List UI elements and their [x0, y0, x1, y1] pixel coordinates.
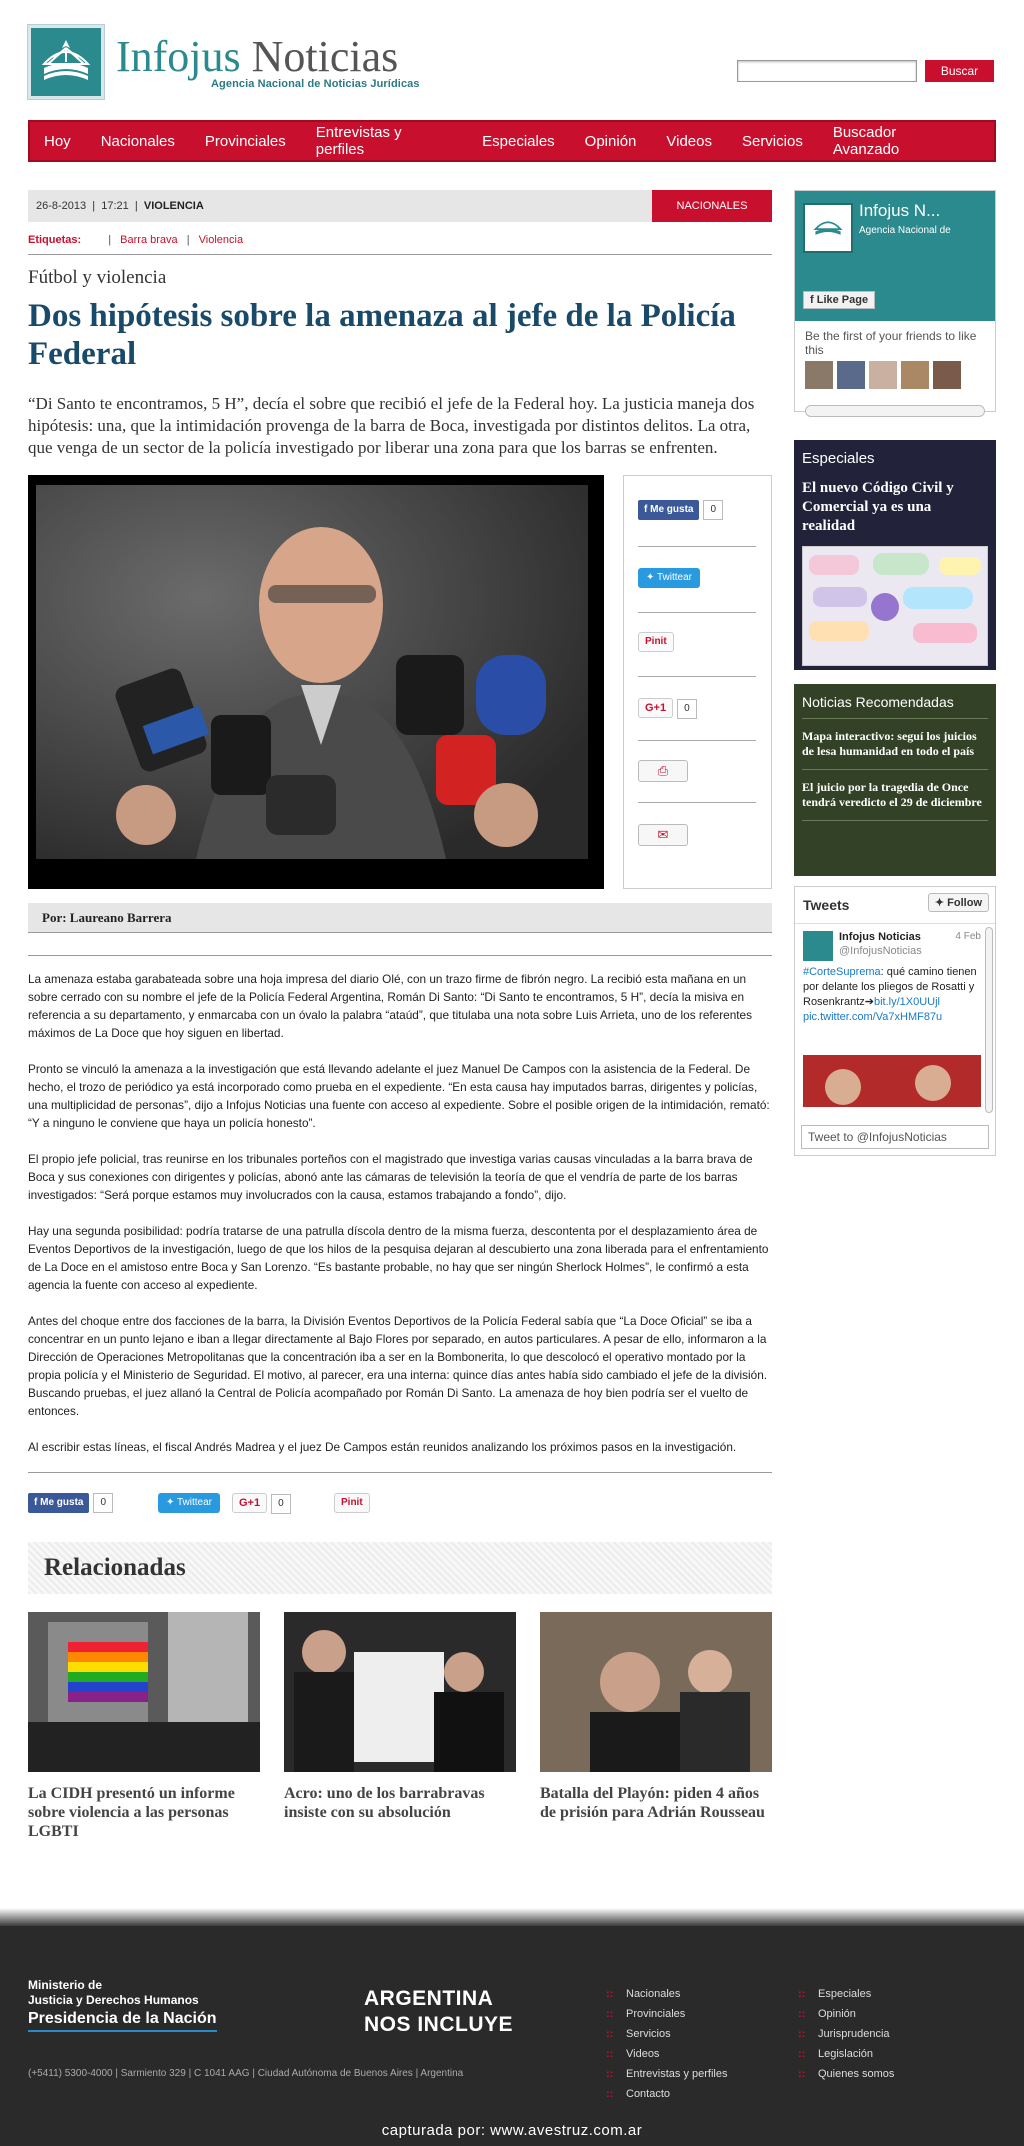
argentina-line1: ARGENTINA	[364, 1987, 494, 2010]
footer-link[interactable]: :: Contacto	[606, 2084, 727, 2104]
article-paragraph: Pronto se vinculó la amenaza a la investigación que está llevando adelante el juez Manuel De Campos con la asistencia de la Federal. De hecho, el trozo de periódico ya está incorporado como prueba en el expediente. “En esta causa hay imputados barras, dirigentes y policías, una multiplicidad de personas”, dijo a Infojus Noticias una fuente con acceso al expediente. Sobre el posible origen de la intimidación, remató: “Y a ninguno le conviene que haya un policía honesto”.	[28, 1062, 770, 1130]
argentina-line2: NOS INCLUYE	[364, 2013, 514, 2036]
tag-separator: |	[186, 234, 190, 246]
gplus-count: 0	[677, 699, 697, 719]
tag-link[interactable]: Barra brava	[120, 234, 178, 246]
fb-like-label: Me gusta	[650, 504, 694, 515]
footer-links-col1	[606, 1984, 727, 2104]
divider	[638, 802, 756, 803]
fb-like-bottom-group	[28, 1493, 113, 1513]
tag-link[interactable]: Violencia	[198, 234, 244, 246]
twitter-bird-icon: ✦	[934, 897, 945, 909]
sidebar	[794, 190, 996, 1156]
email-button[interactable]	[638, 824, 688, 846]
especiales-box	[794, 440, 996, 670]
tweet-body: : qué camino tienen por delante los pliegos de Rosatti y Rosenkrantz➔	[803, 966, 977, 1008]
footer-address: (+5411) 5300-4000 | Sarmiento 329 | C 1041 AAG | Ciudad Autónoma de Buenos Aires | Argentina	[28, 2068, 464, 2079]
avatar[interactable]	[933, 361, 961, 389]
logo-icon[interactable]	[28, 25, 104, 99]
related-card[interactable]	[540, 1612, 772, 1822]
tweet-label: Twittear	[657, 572, 693, 583]
argentina-logo[interactable]	[364, 1986, 513, 2038]
section-value: VIOLENCIA	[143, 200, 204, 212]
footer-link[interactable]: :: Provinciales	[606, 2004, 727, 2024]
fb-icon: f	[810, 294, 814, 306]
footer-link[interactable]: :: Opinión	[798, 2004, 894, 2024]
article-body	[28, 955, 772, 1464]
related-image[interactable]	[28, 1612, 260, 1772]
fb-friends-text: Be the first of your friends to like this	[805, 329, 977, 357]
gplus-button[interactable]: G+1	[232, 1493, 267, 1513]
related-card[interactable]	[284, 1612, 516, 1822]
tags-row	[28, 234, 772, 255]
article-paragraph: Hay una segunda posibilidad: podría tratarse de una patrulla díscola dentro de la misma fuerza, descontenta por el desplazamiento área de Eventos Deportivos de la investigación, luego de que los hilos de la pesquisa dejaran al descubierto una zona liberada para el enfrentamiento de La Doce en el amistoso entre Boca y San Lorenzo. “Es bastante probable, no hay que ser ningún Sherlock Holmes”, le confirmó a esta agencia la fuente con acceso al expediente.	[28, 1224, 769, 1292]
related-card[interactable]	[28, 1612, 260, 1841]
site-header	[28, 22, 998, 102]
footer-link[interactable]: :: Especiales	[798, 1984, 894, 2004]
related-title[interactable]: Acro: uno de los barrabravas insiste con su absolución	[284, 1785, 485, 1821]
footer-link[interactable]: :: Nacionales	[606, 1984, 727, 2004]
tweets-scrollbar[interactable]	[985, 927, 993, 1113]
nav-item-nacionales[interactable]: Nacionales	[100, 132, 175, 150]
email-group	[638, 824, 688, 844]
divider	[638, 546, 756, 547]
tweet-button[interactable]	[638, 568, 700, 588]
article-date: 26-8-2013 | 17:21 | VIOLENCIA	[36, 200, 204, 212]
related-image[interactable]	[284, 1612, 516, 1772]
divider	[638, 740, 756, 741]
tweet-author[interactable]: Infojus Noticias	[839, 931, 921, 943]
nav-item-servicios[interactable]: Servicios	[741, 132, 803, 150]
tweets-widget	[794, 886, 996, 1156]
gplus-button[interactable]: G+1	[638, 698, 673, 718]
related-cards	[28, 1612, 772, 1842]
fb-icon: f	[34, 1497, 38, 1508]
fb-like-count: 0	[703, 500, 723, 520]
avatar[interactable]	[901, 361, 929, 389]
facebook-page-widget	[794, 190, 996, 412]
fb-like-button[interactable]	[638, 500, 699, 520]
tweet-button[interactable]	[158, 1493, 220, 1513]
tweet-to-input[interactable]: Tweet to @InfojusNoticias	[801, 1125, 989, 1149]
site-logo-text[interactable]	[116, 34, 398, 80]
tags-label: Etiquetas:	[28, 234, 82, 246]
divider	[795, 923, 995, 924]
gplus-group	[638, 698, 697, 718]
tweet-text	[803, 965, 981, 1025]
tweet-link[interactable]: pic.twitter.com/Va7xHMF87u	[803, 1011, 943, 1023]
article-paragraph: Antes del choque entre dos facciones de la barra, la División Eventos Deportivos de la Policía Federal sabía que “La Doce Oficial” se iba a concentrar en un punto lejano e iban a llegar directamente al Bajo Flores por separado, en autos particulares. A pesar de ello, informaron a la Dirección de Operaciones Metropolitanas que la concentración iba a ser en la Bombonerita, lo que descolocó el operativo montado por la propia policía y el Ministerio de Seguridad. El motivo, al parecer, era una interna: quince días antes había sido cambiado el jefe de la división. Buscando pruebas, el juez allanó la Central de Policía acompañado por Román Di Santo. La amenaza de hoy bien podría ser el vuelto de entonces.	[28, 1314, 768, 1418]
tag-separator: |	[108, 234, 112, 246]
especiales-heading: Especiales	[802, 450, 875, 467]
follow-button[interactable]	[928, 893, 989, 912]
fb-cover[interactable]	[795, 191, 995, 321]
article-paragraph: La amenaza estaba garabateada sobre una hoja impresa del diario Olé, con un trazo firme de fibrón negro. La recibió esta mañana en un sobre cerrado con su nombre el jefe de la Policía Federal Argentina, Román Di Santo: “Di Santo te encontramos, 5 H”, decía la misiva en referencia a su departamento, y enmarcaba con un óvalo la palabra “ataúd”, que titulaba una nota sobre Luis Arrieta, uno de los referentes máximos de La Doce que hoy siguen en libertad.	[28, 972, 752, 1040]
pinit-button[interactable]: Pinit	[638, 632, 674, 652]
site-footer	[0, 1926, 1024, 2146]
nav-item-especiales[interactable]: Especiales	[482, 132, 555, 150]
nav-item-entrevistas[interactable]: Entrevistas y perfiles	[315, 124, 402, 158]
pinit-group	[638, 632, 674, 652]
divider	[638, 612, 756, 613]
twitter-bird-icon: ✦	[166, 1497, 175, 1508]
tweet-link[interactable]: bit.ly/1X0UUjl	[873, 996, 940, 1008]
related-title[interactable]: La CIDH presentó un informe sobre violencia a las personas LGBTI	[28, 1785, 235, 1840]
tweets-heading: Tweets	[803, 897, 850, 913]
especiales-image[interactable]	[802, 546, 988, 666]
nav-item-videos[interactable]: Videos	[666, 132, 712, 150]
pinit-button[interactable]: Pinit	[334, 1493, 370, 1513]
footer-link[interactable]: :: Videos	[606, 2044, 727, 2064]
footer-link[interactable]: :: Entrevistas y perfiles	[606, 2064, 727, 2084]
tweet-group	[638, 568, 700, 588]
capture-credit: capturada por: www.avestruz.com.ar	[381, 2122, 643, 2139]
recommended-item[interactable]: El juicio por la tragedia de Once tendrá veredicto el 29 de diciembre	[802, 780, 988, 821]
fb-like-label: Me gusta	[40, 1497, 84, 1508]
article-paragraph: Al escribir estas líneas, el fiscal Andrés Madrea y el juez De Campos están reunidos analizando los próximos pasos en la investigación.	[28, 1440, 737, 1454]
article-byline: Por: Laureano Barrera	[28, 903, 772, 933]
fb-like-group	[638, 500, 723, 520]
logo-part1: Infojus	[116, 32, 241, 81]
presidency-name[interactable]: Presidencia de la Nación	[28, 2010, 217, 2032]
gplus-count: 0	[271, 1494, 291, 1514]
search-button[interactable]: Buscar	[925, 60, 994, 82]
recommended-item[interactable]: Mapa interactivo: seguí los juicios de lesa humanidad en todo el país	[802, 729, 988, 770]
share-sidebar	[623, 475, 772, 889]
avatar[interactable]	[837, 361, 865, 389]
fb-like-count: 0	[93, 1493, 113, 1513]
photo-image	[36, 485, 588, 859]
tweet-label: Twittear	[177, 1497, 213, 1508]
share-bottom-bar	[28, 1472, 772, 1522]
category-badge[interactable]: NACIONALES	[652, 190, 772, 222]
fb-page-name[interactable]: Infojus N...	[859, 201, 941, 220]
avatar[interactable]	[869, 361, 897, 389]
avatar[interactable]	[803, 931, 833, 961]
print-group	[638, 760, 688, 780]
footer-links-col2	[798, 1984, 894, 2084]
envelope-icon: ✉	[657, 827, 669, 842]
print-icon: ⎙	[657, 763, 669, 778]
related-image[interactable]	[540, 1612, 772, 1772]
tweet-handle[interactable]: @InfojusNoticias	[839, 945, 922, 957]
fb-scrollbar[interactable]	[805, 405, 985, 417]
article-meta-bar	[28, 190, 772, 222]
twitter-bird-icon: ✦	[646, 572, 655, 583]
fb-friend-thumbs	[805, 361, 985, 389]
date-value: 26-8-2013	[36, 200, 87, 212]
nav-item-opinion[interactable]: Opinión	[584, 132, 637, 150]
article-lead: “Di Santo te encontramos, 5 H”, decía el sobre que recibió el jefe de la Federal hoy. La justicia maneja dos hipótesis: una, que la intimidación provenga de la barra de Boca, investigada por distintos delitos. La otra, que venga de un sector de la policía investigado por liberar una zona para que los barras se enfrenten.	[28, 394, 755, 457]
article-column	[28, 190, 772, 1842]
logo-part2: Noticias	[240, 32, 399, 81]
footer-link[interactable]: :: Legislación	[798, 2044, 894, 2064]
especiales-title[interactable]: El nuevo Código Civil y Comercial ya es una realidad	[802, 480, 954, 534]
fb-friends	[795, 321, 995, 397]
footer-link[interactable]: :: Servicios	[606, 2024, 727, 2044]
tweet-date[interactable]: 4 Feb	[955, 931, 981, 942]
ministry-name[interactable]	[28, 1978, 199, 2008]
footer-link[interactable]: :: Jurisprudencia	[798, 2024, 894, 2044]
divider	[638, 676, 756, 677]
fb-like-button[interactable]	[28, 1493, 89, 1513]
logo-subtitle: Agencia Nacional de Noticias Jurídicas	[211, 78, 420, 90]
ministry-line1: Ministerio de	[28, 1978, 103, 1992]
nav-item-hoy[interactable]: Hoy	[44, 132, 71, 150]
fb-page-sub: Agencia Nacional de	[859, 225, 951, 236]
article-kicker: Fútbol y violencia	[28, 267, 167, 288]
follow-label: Follow	[947, 897, 982, 909]
recommended-heading: Noticias Recomendadas	[802, 694, 988, 719]
main-nav	[28, 120, 996, 162]
tweet-hashtag[interactable]: #CorteSuprema	[803, 966, 881, 978]
fb-like-page-button[interactable]	[803, 291, 875, 309]
gplus-bottom-group	[232, 1493, 291, 1514]
recommended-box	[794, 684, 996, 876]
nav-item-provinciales[interactable]: Provinciales	[204, 132, 286, 150]
ministry-line2: Justicia y Derechos Humanos	[28, 1993, 199, 2007]
time-value: 17:21	[101, 200, 129, 212]
nav-item-buscador[interactable]: Buscador Avanzado	[832, 124, 900, 158]
fb-like-page-label: Like Page	[816, 294, 869, 306]
avatar[interactable]	[805, 361, 833, 389]
related-title[interactable]: Batalla del Playón: piden 4 años de prisión para Adrián Rousseau	[540, 1785, 765, 1821]
fb-icon: f	[644, 504, 648, 515]
footer-link[interactable]: :: Quienes somos	[798, 2064, 894, 2084]
search-input[interactable]	[737, 60, 917, 82]
article-paragraph: El propio jefe policial, tras reunirse en los tribunales porteños con el magistrado que investiga varias causas vinculadas a la barra brava de Boca y sus conexiones con dirigentes y policías, abonó ante las cámaras de televisión la teoría de que el vendría de parte de los barras investigados: “Será porque estamos muy involucrados con la causa, estamos trabajando a fondo”, dijo.	[28, 1152, 753, 1202]
article-headline: Dos hipótesis sobre la amenaza al jefe de la Policía Federal	[28, 298, 736, 372]
fb-page-logo-icon	[803, 203, 853, 253]
tweet-image[interactable]	[803, 1055, 981, 1107]
print-button[interactable]	[638, 760, 688, 782]
article-photo	[28, 475, 604, 889]
media-row	[28, 475, 772, 891]
related-heading: Relacionadas	[28, 1542, 772, 1594]
